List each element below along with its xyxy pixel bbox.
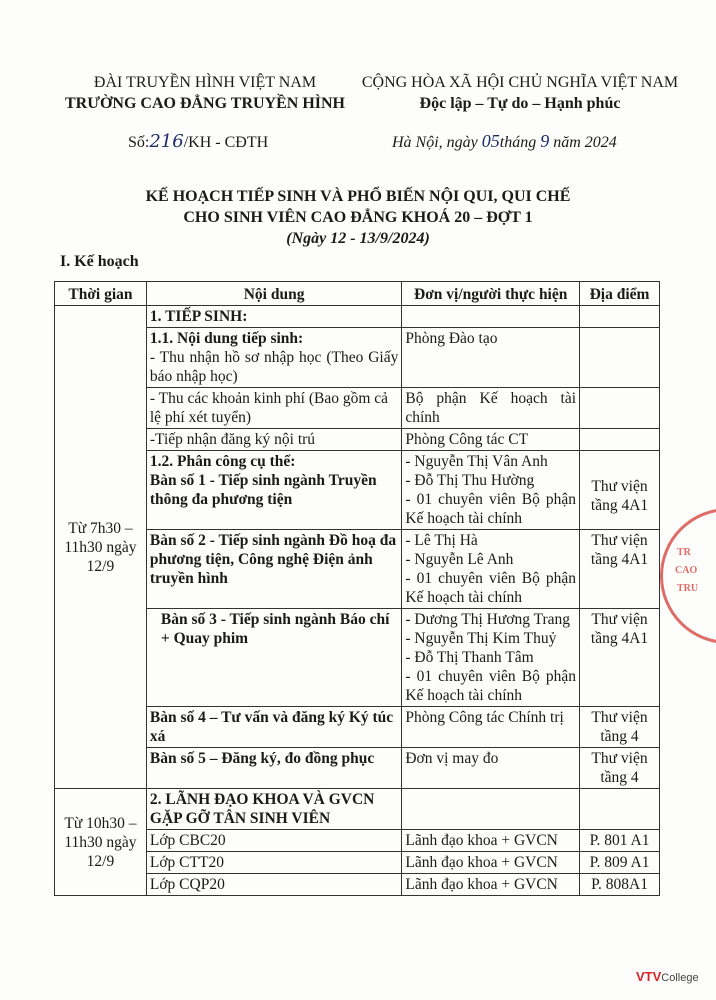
content-cell: - Thu các khoản kinh phí (Bao gồm cả lệ phí xét tuyển) bbox=[146, 388, 401, 429]
content-cell: Lớp CTT20 bbox=[146, 852, 401, 874]
content-cell: 1.2. Phân công cụ thể: Bàn số 1 - Tiếp sinh ngành Truyền thông đa phương tiện bbox=[146, 451, 401, 530]
national-motto-block bbox=[350, 72, 690, 114]
location-cell bbox=[580, 328, 660, 388]
unit-cell: Lãnh đạo khoa + GVCN bbox=[402, 852, 580, 874]
location-cell bbox=[580, 306, 660, 328]
content-cell: Bàn số 2 - Tiếp sinh ngành Đồ hoạ đa phương tiện, Công nghệ Điện ảnh truyền hình bbox=[146, 530, 401, 609]
content-cell: Bàn số 3 - Tiếp sinh ngành Báo chí + Quay phim bbox=[146, 609, 401, 707]
header-unit: Đơn vị/người thực hiện bbox=[402, 282, 580, 306]
unit-cell bbox=[402, 789, 580, 830]
content-cell: 1.1. Nội dung tiếp sinh: - Thu nhận hồ sơ nhập học (Theo Giấy báo nhập học) bbox=[146, 328, 401, 388]
content-cell: Lớp CBC20 bbox=[146, 830, 401, 852]
location-cell: P. 809 A1 bbox=[580, 852, 660, 874]
plan-table bbox=[54, 281, 660, 896]
vtv-college-watermark: VTVCollege bbox=[636, 969, 699, 984]
section-heading: I. Kế hoạch bbox=[60, 253, 139, 270]
unit-cell: Lãnh đạo khoa + GVCN bbox=[402, 830, 580, 852]
document-date-range: (Ngày 12 - 13/9/2024) bbox=[286, 230, 430, 247]
location-cell: P. 801 A1 bbox=[580, 830, 660, 852]
location-cell: Thư viện tầng 4A1 bbox=[580, 609, 660, 707]
unit-cell: - Lê Thị Hà - Nguyễn Lê Anh - 01 chuyên viên Bộ phận Kế hoạch tài chính bbox=[402, 530, 580, 609]
table-header-row bbox=[55, 282, 660, 306]
content-cell: Bàn số 4 – Tư vấn và đăng ký Ký túc xá bbox=[146, 707, 401, 748]
header-content: Nội dung bbox=[146, 282, 401, 306]
issuer-name: TRƯỜNG CAO ĐẲNG TRUYỀN HÌNH bbox=[64, 95, 345, 112]
unit-cell: - Nguyễn Thị Vân Anh - Đỗ Thị Thu Hường - 01 chuyên viên Bộ phận Kế hoạch tài chính bbox=[402, 451, 580, 530]
document-number: Số:216/KH - CĐTH bbox=[128, 131, 269, 152]
handwritten-day: 05 bbox=[481, 131, 500, 151]
document-title-line1: KẾ HOẠCH TIẾP SINH VÀ PHỔ BIẾN NỘI QUI, QUI CHẾ bbox=[145, 188, 571, 205]
table-row bbox=[55, 306, 660, 328]
time-cell-2: Từ 10h30 – 11h30 ngày 12/9 bbox=[55, 789, 147, 896]
unit-cell: Phòng Công tác CT bbox=[402, 429, 580, 451]
location-cell: Thư viện tầng 4 bbox=[580, 748, 660, 789]
content-cell: -Tiếp nhận đăng ký nội trú bbox=[146, 429, 401, 451]
time-cell-1: Từ 7h30 – 11h30 ngày 12/9 bbox=[55, 306, 147, 789]
country-name: CỘNG HÒA XÃ HỘI CHỦ NGHĨA VIỆT NAM bbox=[361, 74, 679, 91]
unit-cell: Phòng Công tác Chính trị bbox=[402, 707, 580, 748]
header-time: Thời gian bbox=[55, 282, 147, 306]
unit-cell: Phòng Đào tạo bbox=[402, 328, 580, 388]
unit-cell: Bộ phận Kế hoạch tài chính bbox=[402, 388, 580, 429]
unit-cell: Đơn vị may đo bbox=[402, 748, 580, 789]
location-cell: P. 808A1 bbox=[580, 874, 660, 896]
unit-cell: - Dương Thị Hương Trang - Nguyễn Thị Kim Thuỷ - Đỗ Thị Thanh Tâm - 01 chuyên viên Bộ phận Kế hoạch tài chính bbox=[402, 609, 580, 707]
location-cell: Thư viện tầng 4A1 bbox=[580, 530, 660, 609]
location-cell bbox=[580, 429, 660, 451]
location-cell: Thư viện tầng 4A1 bbox=[580, 451, 660, 530]
unit-cell: Lãnh đạo khoa + GVCN bbox=[402, 874, 580, 896]
header-location: Địa điểm bbox=[580, 282, 660, 306]
content-cell: Lớp CQP20 bbox=[146, 874, 401, 896]
table-row bbox=[55, 789, 660, 830]
location-cell bbox=[580, 789, 660, 830]
issuer-parent: ĐÀI TRUYỀN HÌNH VIỆT NAM bbox=[93, 74, 317, 91]
unit-cell bbox=[402, 306, 580, 328]
issuer-block bbox=[55, 72, 355, 114]
content-cell: 1. TIẾP SINH: bbox=[146, 306, 401, 328]
handwritten-number: 216 bbox=[149, 131, 184, 152]
handwritten-month: 9 bbox=[540, 131, 550, 151]
motto: Độc lập – Tự do – Hạnh phúc bbox=[419, 95, 621, 112]
document-title-line2: CHO SINH VIÊN CAO ĐẲNG KHOÁ 20 – ĐỢT 1 bbox=[183, 209, 533, 226]
location-cell bbox=[580, 388, 660, 429]
content-cell: Bàn số 5 – Đăng ký, đo đồng phục bbox=[146, 748, 401, 789]
red-seal-stamp: TR CAO TRU bbox=[660, 508, 716, 644]
document-date: Hà Nội, ngày 05tháng 9 năm 2024 bbox=[392, 131, 617, 151]
location-cell: Thư viện tầng 4 bbox=[580, 707, 660, 748]
content-cell: 2. LÃNH ĐẠO KHOA VÀ GVCN GẶP GỠ TÂN SINH VIÊN bbox=[146, 789, 401, 830]
